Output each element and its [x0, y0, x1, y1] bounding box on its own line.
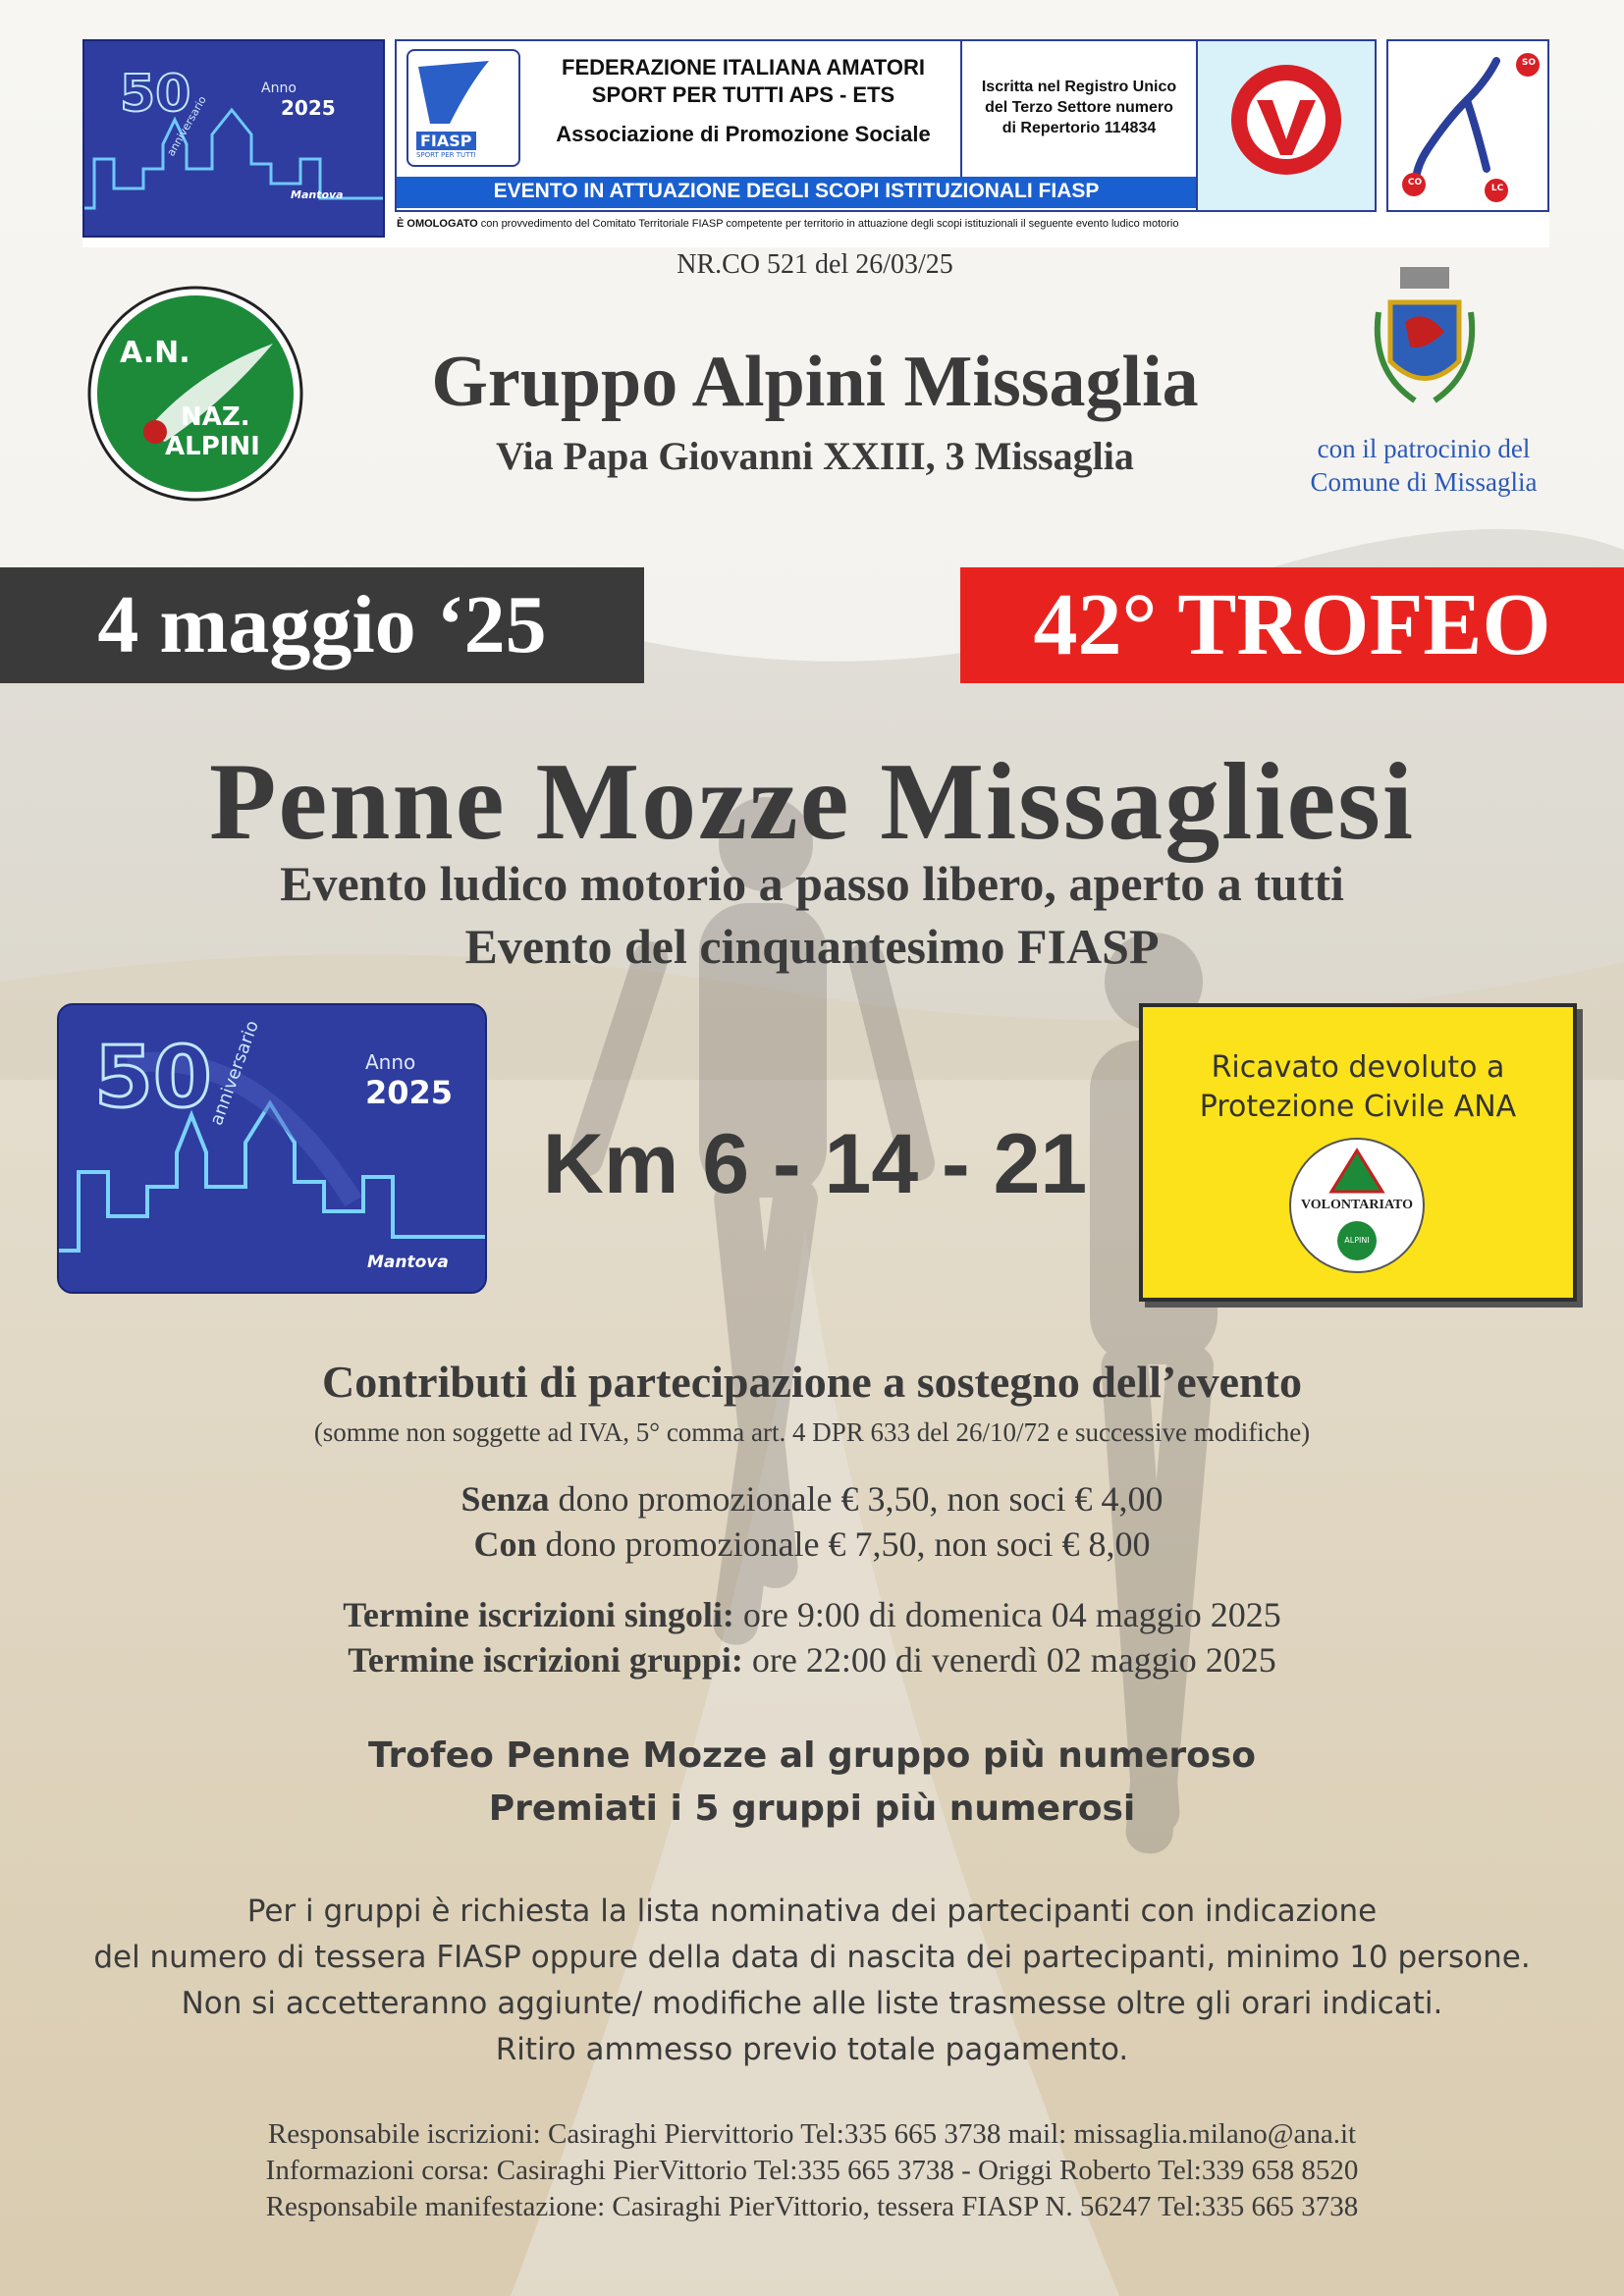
deadline-groups	[0, 1637, 1624, 1682]
groups-info-line: del numero di tessera FIASP oppure della data di nascita dei partecipanti, minimo 10 persone.	[93, 1940, 1531, 1975]
badge-anniversary-word: anniversario	[164, 93, 209, 159]
fiasp-logo-text: FIASP	[416, 132, 476, 150]
awards-line1: Trofeo Penne Mozze al gruppo più numeroso	[367, 1735, 1257, 1776]
event-date: 4 maggio ‘25	[0, 567, 644, 683]
fee-without-gift-rest: dono promozionale € 3,50, non soci € 4,00	[549, 1479, 1164, 1519]
omologato-bold: È OMOLOGATO	[397, 218, 478, 230]
registry-line2: del Terzo Settore numero	[985, 99, 1173, 116]
event-subtitle-2: Evento del cinquantesimo FIASP	[464, 919, 1160, 974]
lakes-map-box	[1386, 39, 1549, 212]
deadline-groups-bold: Termine iscrizioni gruppi:	[348, 1640, 743, 1680]
fee-with-gift-bold: Con	[473, 1524, 537, 1564]
anniversary-badge-large	[57, 1003, 487, 1294]
proceeds-line2: Protezione Civile ANA	[1199, 1090, 1517, 1124]
proceeds-box	[1139, 1003, 1577, 1302]
contacts	[0, 2116, 1624, 2225]
patronage-text	[1276, 432, 1571, 499]
large-badge-number: 50	[94, 1029, 212, 1127]
large-badge-word: anniversario	[206, 1017, 263, 1129]
ana-logo-line1: A.N.	[120, 336, 190, 370]
large-badge-year: 2025	[365, 1074, 454, 1111]
badge-anno-label: Anno	[261, 80, 297, 96]
fiasp-logo	[406, 49, 520, 167]
registry-text	[964, 77, 1194, 138]
fee-without-gift	[0, 1476, 1624, 1522]
volontariato-alpini: ALPINI	[1344, 1236, 1370, 1245]
contact-registrations: Responsabile iscrizioni: Casiraghi Piervittorio Tel:335 665 3738 mail: missaglia.milano@ana.it	[267, 2118, 1357, 2150]
ana-logo-line3: ALPINI	[165, 432, 260, 461]
deadline-singles-rest: ore 9:00 di domenica 04 maggio 2025	[733, 1595, 1281, 1634]
omologato-note	[397, 218, 1379, 230]
registry-line3: di Repertorio 114834	[1001, 120, 1157, 136]
nr-code: NR.CO 521 del 26/03/25	[677, 249, 953, 280]
map-label-co: CO	[1407, 178, 1423, 187]
badge-city: Mantova	[291, 188, 344, 201]
ivv-logo-panel	[1198, 41, 1375, 210]
fees-heading: Contributi di partecipazione a sostegno dell’evento	[322, 1357, 1302, 1407]
ana-feather-logo-icon	[86, 285, 304, 503]
distances: Km 6 - 14 - 21	[542, 1117, 1088, 1211]
patronage-line2: Comune di Missaglia	[1310, 467, 1538, 497]
groups-info	[0, 1889, 1624, 2073]
fiasp-title-line3: Associazione di Promozione Sociale	[556, 122, 931, 146]
event-subtitle-1: Evento ludico motorio a passo libero, aperto a tutti	[280, 856, 1344, 911]
badge-anniversary-number: 50	[120, 65, 191, 124]
ivv-logo-icon	[1227, 61, 1345, 179]
contact-race-info: Informazioni corsa: Casiraghi PierVittorio Tel:335 665 3738 - Origgi Roberto Tel:339 658 8520	[265, 2155, 1359, 2186]
patronage-line1: con il patrocinio del	[1317, 434, 1531, 463]
ana-logo-line2: NAZ.	[181, 402, 250, 432]
contact-event-manager: Responsabile manifestazione: Casiraghi PierVittorio, tessera FIASP N. 56247 Tel:335 665 3738	[265, 2191, 1359, 2222]
group-name: Gruppo Alpini Missaglia	[431, 342, 1199, 422]
fee-without-gift-bold: Senza	[460, 1479, 550, 1519]
fiasp-title-line1: FEDERAZIONE ITALIANA AMATORI	[562, 55, 925, 80]
volontariato-logo	[1288, 1137, 1426, 1274]
map-label-lc: LC	[1490, 184, 1504, 193]
fiasp-divider	[960, 41, 962, 177]
deadline-singles-bold: Termine iscrizioni singoli:	[343, 1595, 734, 1634]
groups-info-line: Ritiro ammesso previo totale pagamento.	[495, 2032, 1129, 2067]
comune-coat-of-arms	[1361, 263, 1489, 420]
fiasp-title-line2: SPORT PER TUTTI APS - ETS	[591, 82, 895, 107]
deadline-singles	[0, 1592, 1624, 1637]
fiasp-header-box	[395, 39, 1377, 212]
anniversary-badge-small	[82, 39, 385, 238]
fiasp-shoe-icon	[410, 55, 516, 133]
fees-note: (somme non soggette ad IVA, 5° comma art. 4 DPR 633 del 26/10/72 e successive modifiche)	[313, 1417, 1311, 1447]
event-title: Penne Mozze Missagliesi	[209, 741, 1415, 863]
map-label-so: SO	[1521, 58, 1537, 68]
large-badge-city: Mantova	[367, 1253, 449, 1272]
institutional-purpose-bar: EVENTO IN ATTUAZIONE DEGLI SCOPI ISTITUZIONALI FIASP	[397, 177, 1196, 208]
registry-line1: Iscritta nel Registro Unico	[981, 79, 1177, 95]
trophy-edition: 42° TROFEO	[960, 567, 1624, 683]
omologato-rest: con provvedimento del Comitato Territoriale FIASP competente per territorio in attuazione degli scopi istituzionali il seguente evento ludico motorio	[477, 218, 1179, 230]
groups-info-line: Per i gruppi è richiesta la lista nominativa dei partecipanti con indicazione	[246, 1894, 1378, 1929]
ana-logo	[86, 285, 304, 503]
proceeds-line1: Ricavato devoluto a	[1211, 1050, 1505, 1085]
coat-of-arms-icon	[1361, 263, 1489, 420]
fiasp-logo-subtext: SPORT PER TUTTI	[416, 151, 476, 159]
group-address: Via Papa Giovanni XXIII, 3 Missaglia	[496, 434, 1134, 478]
fee-with-gift	[0, 1522, 1624, 1567]
awards-line2: Premiati i 5 gruppi più numerosi	[488, 1789, 1136, 1829]
deadline-groups-rest: ore 22:00 di venerdì 02 maggio 2025	[742, 1640, 1276, 1680]
badge-year: 2025	[281, 96, 336, 120]
fee-with-gift-rest: dono promozionale € 7,50, non soci € 8,00	[536, 1524, 1151, 1564]
volontariato-label: VOLONTARIATO	[1300, 1198, 1414, 1212]
large-badge-anno-label: Anno	[365, 1050, 416, 1074]
groups-info-line: Non si accetteranno aggiunte/ modifiche alle liste trasmesse oltre gli orari indicati.	[181, 1986, 1443, 2021]
